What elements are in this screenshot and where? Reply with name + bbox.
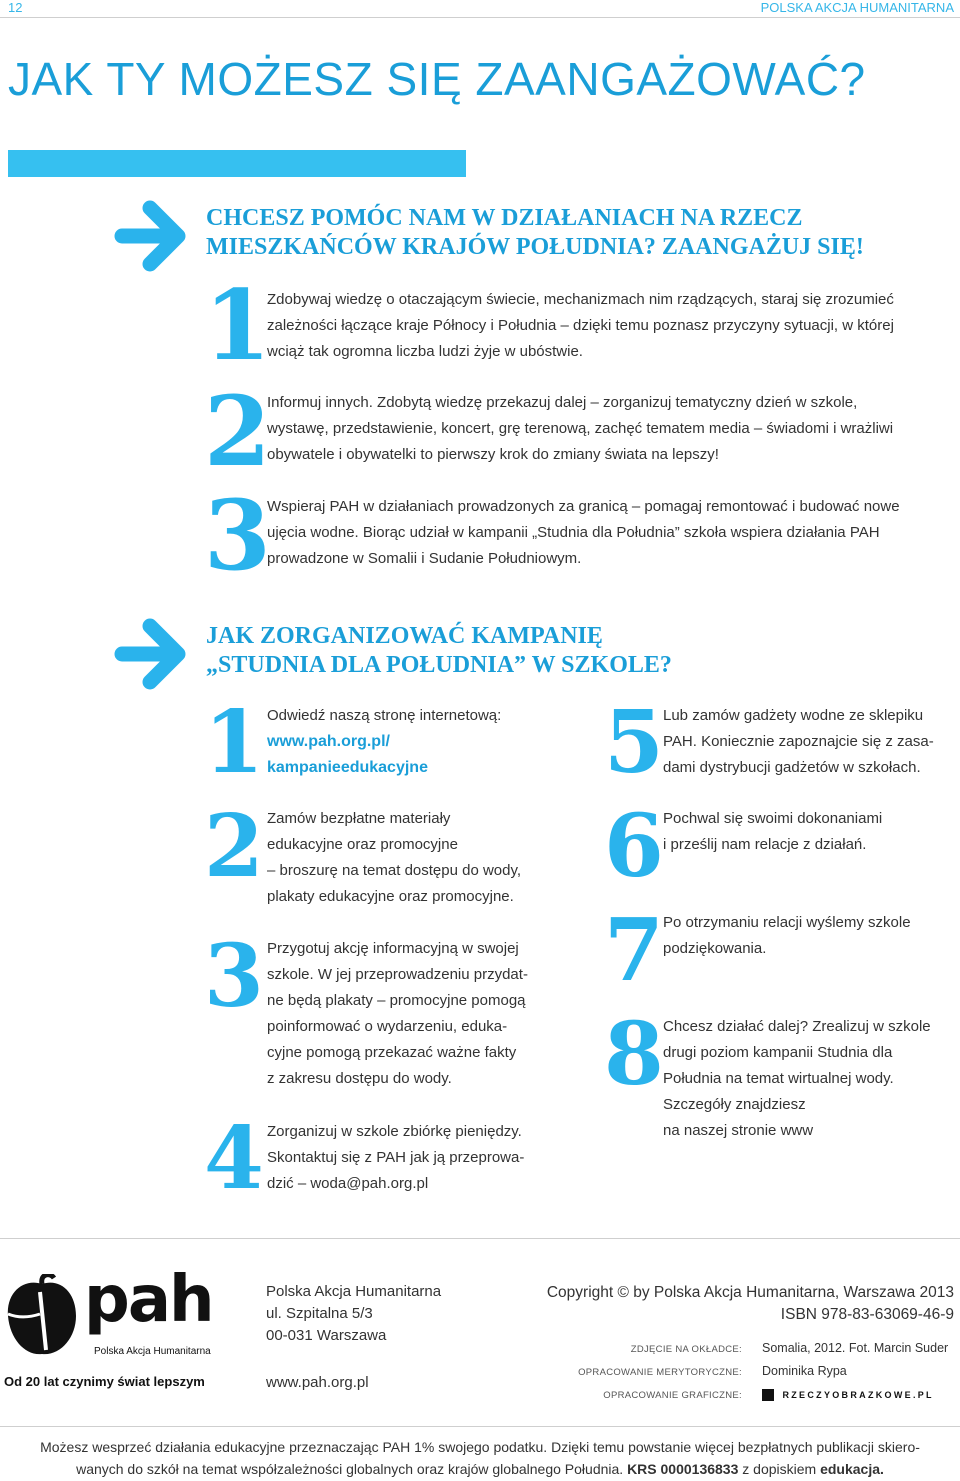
text-line: plakaty edukacyjne oraz promocyjne. xyxy=(267,888,514,905)
campaign-step-8-text xyxy=(663,1014,931,1144)
step-number: 8 xyxy=(604,1004,664,1105)
tax-line-text: wanych do szkół na temat współzależności globalnych oraz krajów globalnego Południa. xyxy=(76,1461,624,1477)
section1-heading-line1: CHCESZ POMÓC NAM W DZIAŁANIACH NA RZECZ xyxy=(206,205,803,231)
credit-value: Somalia, 2012. Fot. Marcin Suder xyxy=(762,1341,949,1355)
text-line: dzić – woda@pah.org.pl xyxy=(267,1175,429,1192)
link-line[interactable]: kampanieedukacyjne xyxy=(267,759,428,776)
section1-item-2-text xyxy=(267,390,893,468)
campaign-link[interactable] xyxy=(267,729,501,781)
link-line[interactable]: www.pah.org.pl/ xyxy=(267,733,390,750)
step-number: 5 xyxy=(604,692,664,793)
text-line: Pochwal się swoimi dokonaniami xyxy=(663,810,883,827)
text-line: zależności łączące kraje Północy i Południa – dzięki temu poznasz przyczyny sytuacji, w której xyxy=(267,317,894,334)
step-number: 2 xyxy=(204,375,271,488)
pah-logo xyxy=(4,1263,214,1365)
step-number: 7 xyxy=(604,900,664,1001)
text-line: Lub zamów gadżety wodne ze sklepiku xyxy=(663,707,924,724)
credit-label: OPRACOWANIE GRAFICZNE: xyxy=(603,1390,742,1401)
text-line: edukacyjne oraz promocyjne xyxy=(267,836,458,853)
campaign-step-7-text xyxy=(663,910,911,962)
section1-item-3-text xyxy=(267,494,900,572)
campaign-step-6-text xyxy=(663,806,882,858)
text-line: – broszurę na temat dostępu do wody, xyxy=(267,862,522,879)
text-line: Wspieraj PAH w działaniach prowadzonych za granicą – pomagaj remontować i budować nowe xyxy=(267,498,900,515)
credit-value: Dominika Rypa xyxy=(762,1364,847,1378)
text-line: Południa na temat wirtualnej wody. xyxy=(663,1070,894,1087)
text-line: Szczegóły znajdziesz xyxy=(663,1096,806,1113)
text-line: Zamów bezpłatne materiały xyxy=(267,810,451,827)
text-line: z zakresu dostępu do wody. xyxy=(267,1070,452,1087)
footer-divider xyxy=(0,1426,960,1427)
arrow-right-icon xyxy=(108,614,188,694)
campaign-step-5-text xyxy=(663,703,934,781)
step-number: 3 xyxy=(204,926,264,1027)
copyright-block xyxy=(547,1282,954,1326)
header-divider xyxy=(0,17,960,18)
text-line: dami dystrybucji gadżetów w szkołach. xyxy=(663,759,921,776)
text-line: Skontaktuj się z PAH jak ją przeprowa- xyxy=(267,1149,525,1166)
text-line: poinformować o wydarzeniu, eduka- xyxy=(267,1018,508,1035)
tax-info xyxy=(0,1436,960,1480)
page-title: JAK TY MOŻESZ SIĘ ZAANGAŻOWAĆ? xyxy=(8,53,866,105)
step-number: 4 xyxy=(204,1108,264,1209)
text-line: Chcesz działać dalej? Zrealizuj w szkole xyxy=(663,1018,931,1035)
krs-number: KRS 0000136833 xyxy=(627,1461,739,1477)
header-org-name: POLSKA AKCJA HUMANITARNA xyxy=(760,0,954,15)
campaign-step-4-text xyxy=(267,1119,524,1197)
step-number: 6 xyxy=(604,796,664,897)
text-line: Informuj innych. Zdobytą wiedzę przekazuj dalej – zorganizuj tematyczny dzień w szkole, xyxy=(267,394,858,411)
arrow-right-icon xyxy=(108,196,188,276)
copyright-line: Copyright © by Polska Akcja Humanitarna, Warszawa 2013 xyxy=(546,1284,954,1301)
address-line: Polska Akcja Humanitarna xyxy=(266,1283,442,1300)
campaign-step-1-text xyxy=(267,703,501,781)
pah-logo-mark-icon xyxy=(4,1274,80,1358)
text-line: prowadzone w Somalii i Sudanie Południowym. xyxy=(267,550,582,567)
tax-line-text: z dopiskiem xyxy=(742,1461,817,1477)
tax-keyword: edukacja. xyxy=(820,1461,884,1477)
text-line: PAH. Koniecznie zapoznajcie się z zasa- xyxy=(663,733,934,750)
footer-divider xyxy=(0,1238,960,1239)
text-line: ne będą plakaty – promocyjne pomogą xyxy=(267,992,526,1009)
address-line: 00-031 Warszawa xyxy=(266,1327,387,1344)
tax-line xyxy=(0,1458,960,1480)
text-line: na naszej stronie www xyxy=(663,1122,814,1139)
section2-heading xyxy=(206,622,672,680)
text-line: ujęcia wodne. Biorąc udział w kampanii „Studnia dla Południa” szkoła wspiera działania PAH xyxy=(267,524,880,541)
text-line: drugi poziom kampanii Studnia dla xyxy=(663,1044,893,1061)
campaign-step-3-text xyxy=(267,936,528,1092)
text-line: Odwiedź naszą stronę internetową: xyxy=(267,707,502,724)
step-number: 1 xyxy=(204,269,271,382)
pah-logo-subtitle: Polska Akcja Humanitarna xyxy=(94,1346,211,1357)
pah-logo-text: pah xyxy=(84,1263,213,1337)
campaign-step-2-text xyxy=(267,806,521,910)
text-line: wystawę, przedstawienie, koncert, grę terenową, zachęć tematem media – świadomi i wrażliwi xyxy=(267,420,894,437)
text-line: obywatele i obywatelki to pierwszy krok do zmiany świata na lepszy! xyxy=(267,446,719,463)
text-line: i prześlij nam relacje z działań. xyxy=(663,836,867,853)
title-underline-bar xyxy=(8,150,466,177)
text-line: Przygotuj akcję informacyjną w swojej xyxy=(267,940,519,957)
step-number: 3 xyxy=(204,479,271,592)
section2-heading-line2: „STUDNIA DLA POŁUDNIA” W SZKOLE? xyxy=(206,652,672,678)
text-line: podziękowania. xyxy=(663,940,767,957)
step-number: 1 xyxy=(204,692,264,793)
text-line: szkole. W jej przeprowadzeniu przydat- xyxy=(267,966,528,983)
slogan: Od 20 lat czynimy świat lepszym xyxy=(4,1374,205,1389)
tax-line: Możesz wesprzeć działania edukacyjne przeznaczając PAH 1% swojego podatku. Dzięki temu powstanie więcej bezpłatnych publikacji skiero- xyxy=(40,1439,920,1455)
isbn-line: ISBN 978-83-63069-46-9 xyxy=(780,1306,954,1323)
credit-label: ZDJĘCIE NA OKŁADCE: xyxy=(630,1344,742,1355)
credit-label: OPRACOWANIE MERYTORYCZNE: xyxy=(578,1367,742,1378)
rzeczyobrazkowe-text: RZECZYOBRAZKOWE.PL xyxy=(782,1389,934,1400)
text-line: Po otrzymaniu relacji wyślemy szkole xyxy=(663,914,911,931)
page-number: 12 xyxy=(8,0,23,15)
rzeczyobrazkowe-logo xyxy=(762,1386,934,1404)
text-line: Zdobywaj wiedzę o otaczającym świecie, mechanizmach nim rządzących, staraj się zrozumieć xyxy=(267,291,894,308)
section1-item-1-text xyxy=(267,287,894,365)
address-line: ul. Szpitalna 5/3 xyxy=(266,1305,373,1322)
website-link[interactable]: www.pah.org.pl xyxy=(266,1374,369,1391)
section1-heading-line2: MIESZKAŃCÓW KRAJÓW POŁUDNIA? ZAANGAŻUJ SIĘ! xyxy=(206,234,864,260)
text-line: cyjne pomogą przekazać ważne fakty xyxy=(267,1044,517,1061)
text-line: Zorganizuj w szkole zbiórkę pieniędzy. xyxy=(267,1123,522,1140)
section1-heading xyxy=(206,204,864,262)
section2-heading-line1: JAK ZORGANIZOWAĆ KAMPANIĘ xyxy=(206,623,603,649)
address-block xyxy=(266,1281,441,1347)
text-line: wciąż tak ogromna liczba ludzi żyje w ubóstwie. xyxy=(267,343,583,360)
step-number: 2 xyxy=(204,796,264,897)
rzeczyobrazkowe-mark-icon xyxy=(762,1389,774,1401)
